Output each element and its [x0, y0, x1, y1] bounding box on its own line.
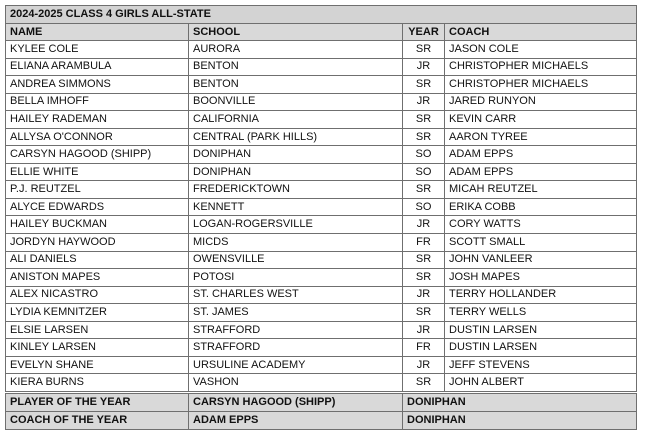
school-name: DONIPHAN: [189, 146, 403, 164]
all-state-table: [5, 5, 637, 430]
coach-name: CHRISTOPHER MICHAELS: [445, 76, 637, 94]
table-row: [6, 111, 637, 129]
class-year: SR: [403, 181, 445, 199]
school-name: ST. JAMES: [189, 304, 403, 322]
title-row: [6, 6, 637, 24]
award-row: [6, 392, 637, 411]
table-row: [6, 374, 637, 393]
award-rows: [6, 392, 637, 429]
table-row: [6, 76, 637, 94]
coach-name: JOHN ALBERT: [445, 374, 637, 393]
coach-name: JOHN VANLEER: [445, 251, 637, 269]
player-name: BELLA IMHOFF: [6, 93, 189, 111]
player-name: ALYCE EDWARDS: [6, 198, 189, 216]
table-row: [6, 356, 637, 374]
header-row: [6, 24, 637, 41]
class-year: SR: [403, 251, 445, 269]
class-year: JR: [403, 356, 445, 374]
table-row: [6, 269, 637, 287]
column-header-name: NAME: [6, 24, 189, 41]
coach-name: CHRISTOPHER MICHAELS: [445, 58, 637, 76]
school-name: STRAFFORD: [189, 321, 403, 339]
class-year: JR: [403, 93, 445, 111]
school-name: BOONVILLE: [189, 93, 403, 111]
school-name: CALIFORNIA: [189, 111, 403, 129]
player-name: JORDYN HAYWOOD: [6, 234, 189, 252]
player-name: ANDREA SIMMONS: [6, 76, 189, 94]
coach-name: JOSH MAPES: [445, 269, 637, 287]
coach-name: DUSTIN LARSEN: [445, 339, 637, 357]
coach-name: ERIKA COBB: [445, 198, 637, 216]
school-name: DONIPHAN: [189, 163, 403, 181]
coach-name: MICAH REUTZEL: [445, 181, 637, 199]
award-school: DONIPHAN: [403, 392, 637, 411]
school-name: VASHON: [189, 374, 403, 393]
table-row: [6, 286, 637, 304]
school-name: KENNETT: [189, 198, 403, 216]
player-name: CARSYN HAGOOD (SHIPP): [6, 146, 189, 164]
player-name: HAILEY RADEMAN: [6, 111, 189, 129]
class-year: JR: [403, 286, 445, 304]
class-year: SR: [403, 111, 445, 129]
class-year: SR: [403, 374, 445, 393]
school-name: ST. CHARLES WEST: [189, 286, 403, 304]
class-year: SO: [403, 146, 445, 164]
award-row: [6, 411, 637, 429]
table-row: [6, 58, 637, 76]
player-name: ANISTON MAPES: [6, 269, 189, 287]
table-row: [6, 128, 637, 146]
coach-name: KEVIN CARR: [445, 111, 637, 129]
coach-name: TERRY WELLS: [445, 304, 637, 322]
coach-name: DUSTIN LARSEN: [445, 321, 637, 339]
class-year: FR: [403, 339, 445, 357]
player-name: P.J. REUTZEL: [6, 181, 189, 199]
coach-name: JARED RUNYON: [445, 93, 637, 111]
table-row: [6, 251, 637, 269]
class-year: SR: [403, 304, 445, 322]
school-name: POTOSI: [189, 269, 403, 287]
player-name: LYDIA KEMNITZER: [6, 304, 189, 322]
table-row: [6, 304, 637, 322]
class-year: JR: [403, 321, 445, 339]
class-year: SR: [403, 41, 445, 59]
coach-name: ADAM EPPS: [445, 146, 637, 164]
table-row: [6, 181, 637, 199]
award-label: PLAYER OF THE YEAR: [6, 392, 189, 411]
table-row: [6, 93, 637, 111]
player-name: ELLIE WHITE: [6, 163, 189, 181]
column-header-school: SCHOOL: [189, 24, 403, 41]
award-label: COACH OF THE YEAR: [6, 411, 189, 429]
player-name: KINLEY LARSEN: [6, 339, 189, 357]
table-row: [6, 234, 637, 252]
award-recipient: ADAM EPPS: [189, 411, 403, 429]
table-row: [6, 146, 637, 164]
coach-name: ADAM EPPS: [445, 163, 637, 181]
school-name: LOGAN-ROGERSVILLE: [189, 216, 403, 234]
table-row: [6, 321, 637, 339]
player-name: ELSIE LARSEN: [6, 321, 189, 339]
coach-name: CORY WATTS: [445, 216, 637, 234]
player-name: KYLEE COLE: [6, 41, 189, 59]
player-name: KIERA BURNS: [6, 374, 189, 393]
class-year: SO: [403, 163, 445, 181]
class-year: JR: [403, 58, 445, 76]
school-name: MICDS: [189, 234, 403, 252]
class-year: SO: [403, 198, 445, 216]
school-name: FREDERICKTOWN: [189, 181, 403, 199]
award-school: DONIPHAN: [403, 411, 637, 429]
player-name: ELIANA ARAMBULA: [6, 58, 189, 76]
school-name: URSULINE ACADEMY: [189, 356, 403, 374]
class-year: SR: [403, 76, 445, 94]
column-header-year: YEAR: [403, 24, 445, 41]
school-name: OWENSVILLE: [189, 251, 403, 269]
column-header-coach: COACH: [445, 24, 637, 41]
school-name: AURORA: [189, 41, 403, 59]
award-recipient: CARSYN HAGOOD (SHIPP): [189, 392, 403, 411]
class-year: FR: [403, 234, 445, 252]
table-row: [6, 339, 637, 357]
player-name: ALEX NICASTRO: [6, 286, 189, 304]
school-name: STRAFFORD: [189, 339, 403, 357]
coach-name: AARON TYREE: [445, 128, 637, 146]
table-row: [6, 41, 637, 59]
table-title: 2024-2025 CLASS 4 GIRLS ALL-STATE: [6, 6, 637, 24]
player-rows: [6, 41, 637, 393]
class-year: SR: [403, 269, 445, 287]
class-year: JR: [403, 216, 445, 234]
coach-name: SCOTT SMALL: [445, 234, 637, 252]
coach-name: TERRY HOLLANDER: [445, 286, 637, 304]
table-row: [6, 198, 637, 216]
player-name: ALLYSA O'CONNOR: [6, 128, 189, 146]
class-year: SR: [403, 128, 445, 146]
player-name: EVELYN SHANE: [6, 356, 189, 374]
school-name: BENTON: [189, 76, 403, 94]
player-name: HAILEY BUCKMAN: [6, 216, 189, 234]
table-row: [6, 216, 637, 234]
coach-name: JEFF STEVENS: [445, 356, 637, 374]
school-name: BENTON: [189, 58, 403, 76]
table-row: [6, 163, 637, 181]
coach-name: JASON COLE: [445, 41, 637, 59]
player-name: ALI DANIELS: [6, 251, 189, 269]
school-name: CENTRAL (PARK HILLS): [189, 128, 403, 146]
